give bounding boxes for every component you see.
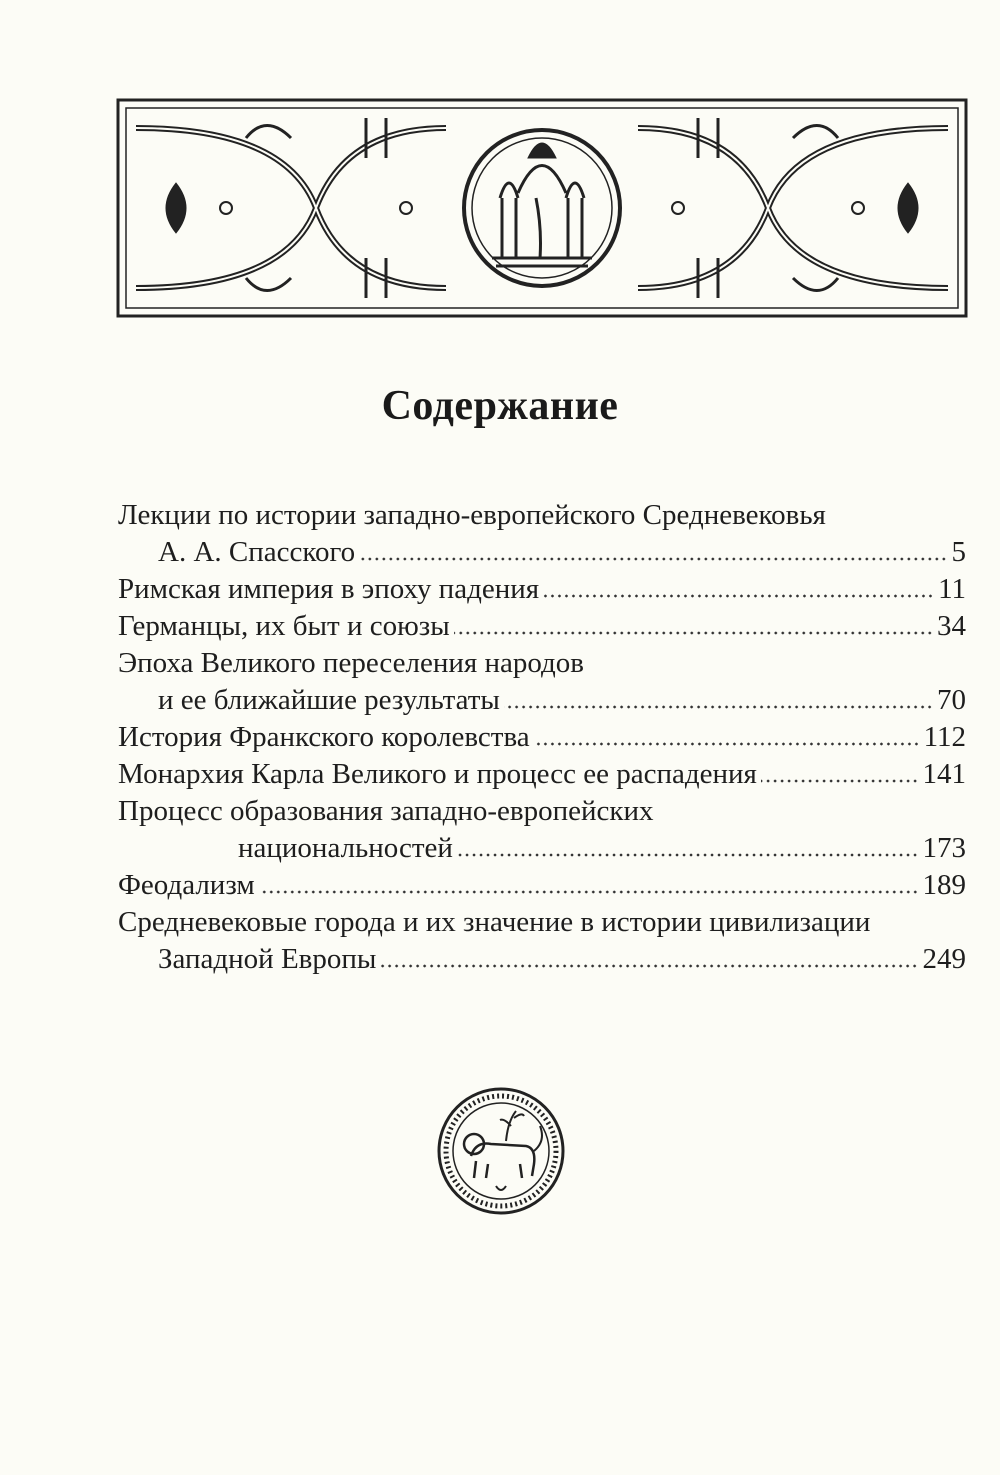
toc-entry-title-line <box>118 497 966 534</box>
toc-entry-title: Лекции по истории западно-европейского Средневековья <box>118 499 826 531</box>
toc-entry-title-line <box>118 645 966 682</box>
table-of-contents <box>118 497 966 978</box>
dot-leader <box>534 741 920 747</box>
dot-leader <box>543 593 934 599</box>
toc-entry <box>118 608 966 645</box>
toc-page-number: 34 <box>937 610 966 642</box>
toc-page-number: 11 <box>938 573 966 605</box>
toc-entry <box>118 682 966 719</box>
dot-leader <box>761 778 919 784</box>
toc-page-number: 189 <box>922 869 966 901</box>
dot-leader <box>259 889 919 895</box>
toc-entry <box>118 534 966 571</box>
toc-entry-title: Эпоха Великого переселения народов <box>118 647 584 679</box>
toc-entry <box>118 867 966 904</box>
toc-entry-title: Римская империя в эпоху падения <box>118 573 540 605</box>
toc-entry-title: Германцы, их быт и союзы <box>118 610 450 642</box>
toc-entry-title: Монархия Карла Великого и процесс ее распадения <box>118 758 757 790</box>
dot-leader <box>454 630 933 636</box>
toc-entry-title: Западной Европы <box>158 943 377 975</box>
toc-entry-title: История Франкского королевства <box>118 721 530 753</box>
lion-medallion-emblem <box>436 1086 566 1216</box>
toc-entry-title: национальностей <box>238 832 453 864</box>
header-ornament-band <box>116 98 968 318</box>
toc-entry <box>118 756 966 793</box>
toc-entry <box>118 719 966 756</box>
toc-entry-title: и ее ближайшие результаты <box>158 684 500 716</box>
dot-leader <box>380 963 918 969</box>
toc-page-number: 112 <box>923 721 966 753</box>
toc-page-number: 70 <box>937 684 966 716</box>
toc-page-number: 173 <box>922 832 966 864</box>
toc-entry <box>118 830 966 867</box>
toc-entry-title: Средневековые города и их значение в истории цивилизации <box>118 906 871 938</box>
toc-entry-title: А. А. Спасского <box>158 536 356 568</box>
toc-entry-title: Процесс образования западно-европейских <box>118 795 654 827</box>
toc-page-number: 141 <box>922 758 966 790</box>
dot-leader <box>359 556 947 562</box>
toc-entry <box>118 941 966 978</box>
toc-entry-title: Феодализм <box>118 869 255 901</box>
dot-leader <box>504 704 933 710</box>
dot-leader <box>457 852 919 858</box>
toc-entry <box>118 571 966 608</box>
toc-entry-title-line <box>118 793 966 830</box>
toc-page-number: 249 <box>922 943 966 975</box>
toc-entry-title-line <box>118 904 966 941</box>
page-title: Содержание <box>381 383 619 429</box>
toc-page-number: 5 <box>951 536 966 568</box>
